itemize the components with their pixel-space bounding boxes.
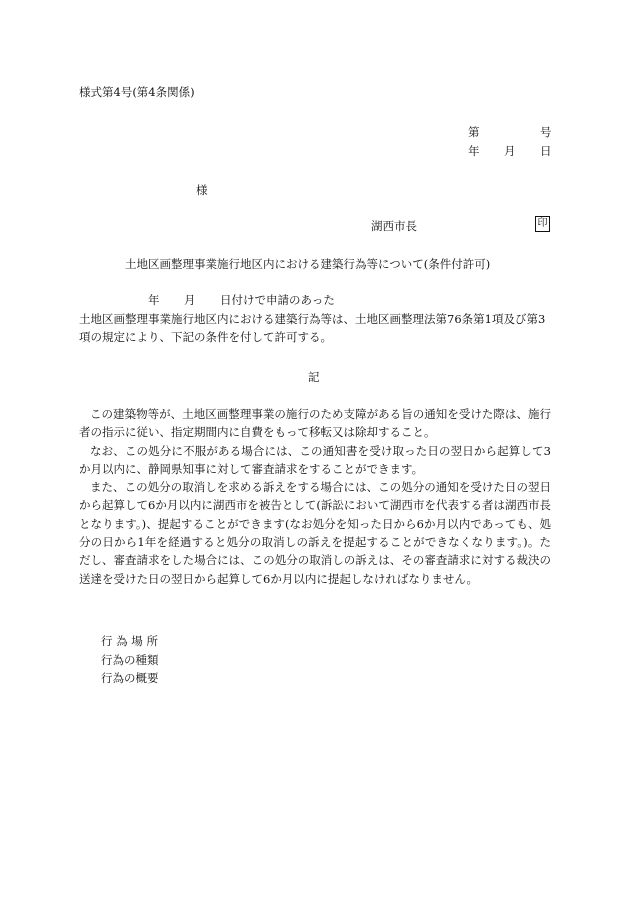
ki-heading: 記 [308, 370, 320, 384]
number-prefix: 第 [468, 125, 480, 139]
issue-month: 月 [504, 144, 516, 158]
item-location-label: 行 為 場 所 [101, 634, 158, 648]
appeal-paragraph: なお、この処分に不服がある場合には、この通知書を受け取った日の翌日から起算して3か月以内に、静岡県知事に対して審査請求をすることができます。 [79, 443, 551, 476]
permission-line: 土地区画整理事業施行地区内における建築行為等は、土地区画整理法第76条第1項及び第3 [79, 312, 546, 326]
item-summary-label: 行為の概要 [101, 671, 159, 685]
issue-day: 日 [540, 144, 552, 158]
item-type-label: 行為の種類 [101, 653, 159, 667]
application-month: 月 [184, 293, 196, 307]
application-year: 年 [148, 293, 160, 307]
issue-year: 年 [468, 144, 480, 158]
condition-paragraph: この建築物等が、土地区画整理事業の施行のため支障がある旨の通知を受けた際は、施行者の指示に従い、指定期間内に自費をもって移転又は除却すること。 [79, 407, 551, 440]
form-number: 様式第4号(第4条関係) [79, 85, 195, 99]
permission-line: 項の規定により、下記の条件を付して許可する。 [79, 330, 332, 344]
addressee: 様 [196, 183, 208, 197]
document-title: 土地区画整理事業施行地区内における建築行為等について(条件付許可) [125, 257, 491, 271]
issuer-name: 湖西市長 [371, 219, 417, 233]
number-suffix: 号 [540, 125, 552, 139]
permission-statement [79, 310, 545, 346]
conditions-section [79, 405, 551, 588]
lawsuit-paragraph: また、この処分の取消しを求める訴えをする場合には、この処分の通知を受けた日の翌日から起算して6か月以内に湖西市を被告として(訴訟において湖西市を代表する者は湖西市長となります。)、提起することができます(なお処分を知った日から6か月以内であっても、処分の日から1年を経過すると処分の取消しの訴えを提起することができなくなります。)。ただし、審査請求をした場合には、この処分の取消しの訴えは、その審査請求に対する裁決の送達を受けた日の翌日から起算して6か月以内に提起しなければなりません。 [79, 480, 551, 586]
seal-mark: 印 [535, 216, 550, 232]
application-date-text: 日付けで申請のあった [220, 293, 335, 307]
